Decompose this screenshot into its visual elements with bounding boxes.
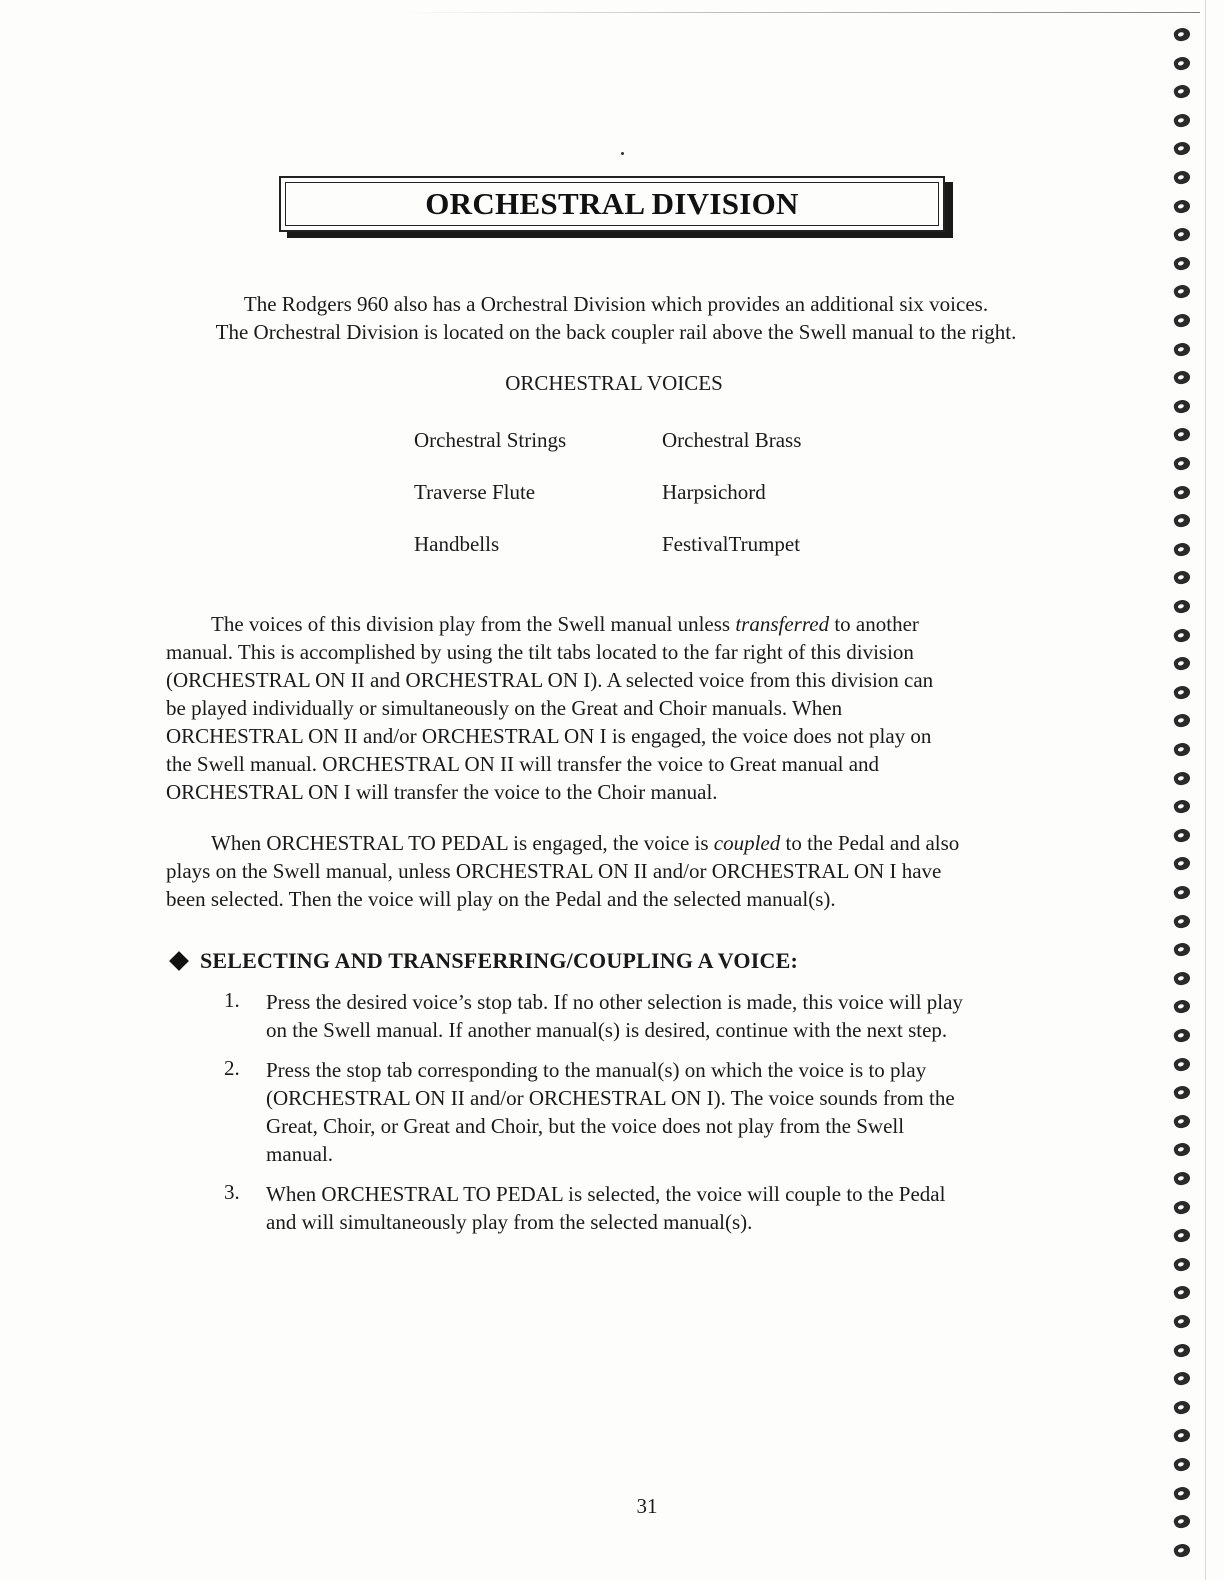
binding-ring	[1172, 655, 1191, 672]
paragraph-line	[166, 610, 1066, 638]
text-run: to another	[829, 612, 919, 636]
intro-line-1: The Rodgers 960 also has a Orchestral Division which provides an additional six voices.	[243, 292, 989, 316]
voice-item: Traverse Flute	[414, 480, 536, 504]
title-box-inner	[285, 182, 939, 226]
binding-ring	[1172, 283, 1191, 300]
emphasis-text: coupled	[713, 831, 781, 855]
binding-ring	[1172, 26, 1191, 43]
section-heading	[168, 948, 798, 974]
binding-ring	[1172, 512, 1191, 529]
binding-ring	[1172, 54, 1191, 71]
binding-ring	[1172, 312, 1191, 329]
binding-ring	[1172, 1284, 1191, 1301]
binding-ring	[1172, 1542, 1191, 1559]
binding-ring	[1172, 798, 1191, 815]
paragraph-line: been selected. Then the voice will play on the Pedal and the selected manual(s).	[166, 887, 836, 911]
scan-top-rule	[400, 12, 1200, 13]
step-number: 1.	[224, 988, 240, 1012]
paragraph-line: ORCHESTRAL ON II and/or ORCHESTRAL ON I is engaged, the voice does not play on	[166, 724, 932, 748]
step-line: on the Swell manual. If another manual(s) is desired, continue with the next step.	[266, 1018, 948, 1042]
binding-ring	[1172, 827, 1191, 844]
text-run: When ORCHESTRAL TO PEDAL is engaged, the voice is	[211, 831, 714, 855]
binding-ring	[1172, 1341, 1191, 1358]
binding-ring	[1172, 1484, 1191, 1501]
binding-ring	[1172, 912, 1191, 929]
step-line: Press the desired voice’s stop tab. If no other selection is made, this voice will play	[266, 990, 963, 1014]
binding-ring	[1172, 426, 1191, 443]
voice-item: Orchestral Brass	[662, 428, 802, 452]
intro-paragraph	[166, 290, 1066, 346]
binding-ring	[1172, 1227, 1191, 1244]
paragraph-line: (ORCHESTRAL ON II and ORCHESTRAL ON I). A selected voice from this division can	[166, 668, 934, 692]
binding-ring	[1172, 1055, 1191, 1072]
scan-speck	[621, 152, 624, 155]
binding-ring	[1172, 1170, 1191, 1187]
transfer-paragraph	[166, 610, 1066, 806]
step-line: When ORCHESTRAL TO PEDAL is selected, the voice will couple to the Pedal	[266, 1182, 946, 1206]
binding-ring	[1172, 541, 1191, 558]
binding-ring	[1172, 1113, 1191, 1130]
step-line: and will simultaneously play from the selected manual(s).	[266, 1210, 753, 1234]
binding-ring	[1172, 569, 1191, 586]
binding-ring	[1172, 1427, 1191, 1444]
binding-ring	[1172, 1084, 1191, 1101]
paragraph-line: be played individually or simultaneously on the Great and Choir manuals. When	[166, 696, 843, 720]
binding-ring	[1172, 1513, 1191, 1530]
voice-item: Harpsichord	[662, 480, 766, 504]
binding-ring	[1172, 712, 1191, 729]
binding-ring	[1172, 140, 1191, 157]
binding-ring	[1172, 455, 1191, 472]
binding-ring	[1172, 769, 1191, 786]
pedal-paragraph	[166, 829, 1066, 913]
binding-ring	[1172, 197, 1191, 214]
binding-ring	[1172, 255, 1191, 272]
binding-ring	[1172, 398, 1191, 415]
binding-ring	[1172, 226, 1191, 243]
page-edge	[1205, 0, 1206, 1580]
binding-ring	[1172, 941, 1191, 958]
voices-heading: ORCHESTRAL VOICES	[505, 371, 723, 395]
step-line: Press the stop tab corresponding to the manual(s) on which the voice is to play	[266, 1058, 927, 1082]
paragraph-line: the Swell manual. ORCHESTRAL ON II will transfer the voice to Great manual and	[166, 752, 880, 776]
step-line: manual.	[266, 1142, 334, 1166]
paragraph-line: manual. This is accomplished by using the tilt tabs located to the far right of this division	[166, 640, 914, 664]
binding-ring	[1172, 684, 1191, 701]
binding-ring	[1172, 340, 1191, 357]
step-number: 3.	[224, 1180, 240, 1204]
binding-ring	[1172, 855, 1191, 872]
binding-ring	[1172, 998, 1191, 1015]
binding-ring	[1172, 626, 1191, 643]
binding-ring	[1172, 369, 1191, 386]
binding-ring	[1172, 1313, 1191, 1330]
binding-ring	[1172, 970, 1191, 987]
binding-ring	[1172, 169, 1191, 186]
binding-ring	[1172, 83, 1191, 100]
paragraph-line: plays on the Swell manual, unless ORCHESTRAL ON II and/or ORCHESTRAL ON I have	[166, 859, 942, 883]
binding-ring	[1172, 1198, 1191, 1215]
intro-line-2: The Orchestral Division is located on the back coupler rail above the Swell manual to the right.	[215, 320, 1017, 344]
binding-ring	[1172, 112, 1191, 129]
binding-ring	[1172, 1256, 1191, 1273]
binding-ring	[1172, 598, 1191, 615]
voice-item: Handbells	[414, 532, 500, 556]
text-run: to the Pedal and also	[780, 831, 960, 855]
step-line: (ORCHESTRAL ON II and/or ORCHESTRAL ON I). The voice sounds from the	[266, 1086, 955, 1110]
binding-ring	[1172, 884, 1191, 901]
binding-ring	[1172, 483, 1191, 500]
step-text	[266, 1056, 1066, 1168]
section-heading-text: SELECTING AND TRANSFERRING/COUPLING A VOICE:	[200, 948, 798, 973]
page-title: ORCHESTRAL DIVISION	[425, 186, 799, 221]
emphasis-text: transferred	[735, 612, 830, 636]
paragraph-line: ORCHESTRAL ON I will transfer the voice to the Choir manual.	[166, 780, 718, 804]
binding-ring	[1172, 1027, 1191, 1044]
voice-item: Orchestral Strings	[414, 428, 567, 452]
binding-ring	[1172, 1141, 1191, 1158]
step-line: Great, Choir, or Great and Choir, but the voice does not play from the Swell	[266, 1114, 905, 1138]
binding-ring	[1172, 741, 1191, 758]
step-number: 2.	[224, 1056, 240, 1080]
binding-ring	[1172, 1370, 1191, 1387]
binding-ring	[1172, 1399, 1191, 1416]
paragraph-line	[166, 829, 1066, 857]
step-text	[266, 1180, 1066, 1236]
page-number: 31	[636, 1494, 658, 1518]
spiral-binding	[1168, 28, 1198, 1568]
text-run: The voices of this division play from the Swell manual unless	[211, 612, 736, 636]
binding-ring	[1172, 1456, 1191, 1473]
voice-item: FestivalTrumpet	[662, 532, 801, 556]
step-text	[266, 988, 1066, 1044]
title-box	[279, 176, 945, 232]
diamond-icon	[169, 951, 189, 971]
